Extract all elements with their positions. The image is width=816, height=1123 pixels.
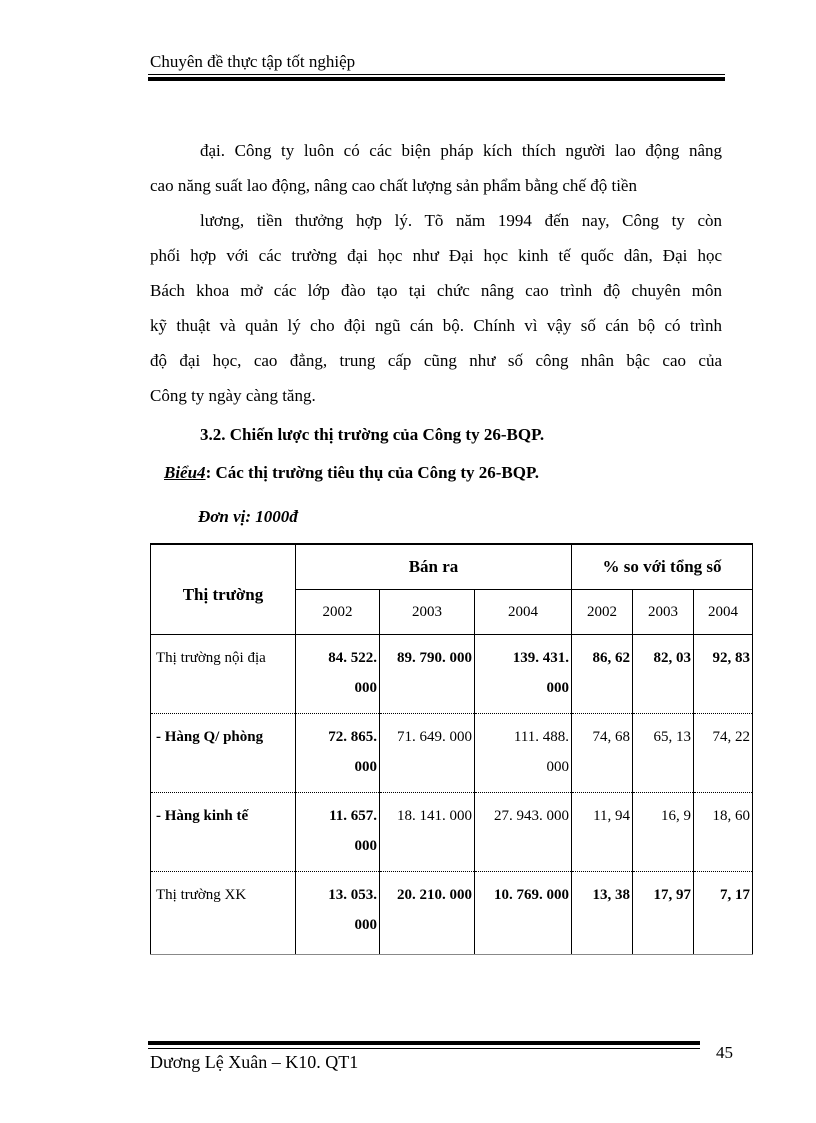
- footer-rule: [148, 1048, 700, 1049]
- paragraph-line: kỹ thuật và quản lý cho đội ngũ cán bộ. Chính vì vậy số cán bộ có trình: [150, 316, 722, 335]
- row-name: Thị trường nội địa: [151, 635, 296, 714]
- year-header: 2003: [633, 590, 694, 635]
- percent-cell: 74, 68: [572, 714, 633, 793]
- sales-cell: 27. 943. 000: [475, 793, 572, 872]
- percent-cell: 65, 13: [633, 714, 694, 793]
- table-row: [151, 793, 753, 872]
- sales-cell: 84. 522. 000: [296, 635, 380, 714]
- percent-cell: 13, 38: [572, 872, 633, 955]
- sales-cell: 89. 790. 000: [380, 635, 475, 714]
- percent-cell: 16, 9: [633, 793, 694, 872]
- sales-cell: 11. 657. 000: [296, 793, 380, 872]
- header-title: Chuyên đề thực tập tốt nghiệp: [150, 52, 356, 71]
- row-name: Thị trường XK: [151, 872, 296, 955]
- header-rule-thick: [148, 77, 725, 81]
- table-row: [151, 714, 753, 793]
- percent-cell: 7, 17: [694, 872, 753, 955]
- column-header-sales: Bán ra: [296, 544, 572, 590]
- year-header: 2002: [572, 590, 633, 635]
- sales-cell: 111. 488. 000: [475, 714, 572, 793]
- sales-cell: 10. 769. 000: [475, 872, 572, 955]
- year-header: 2002: [296, 590, 380, 635]
- header-rule: [148, 74, 725, 75]
- paragraph-1: [150, 133, 722, 203]
- year-header: 2003: [380, 590, 475, 635]
- paragraph-line: phối hợp với các trường đại học như Đại học kinh tế quốc dân, Đại học: [150, 246, 722, 265]
- column-header-percent: % so với tổng số: [572, 544, 753, 590]
- column-header-market: Thị trường: [151, 544, 296, 635]
- table-row: [151, 872, 753, 955]
- percent-cell: 74, 22: [694, 714, 753, 793]
- percent-cell: 92, 83: [694, 635, 753, 714]
- paragraph-line: đại. Công ty luôn có các biện pháp kích thích người lao động nâng: [200, 141, 722, 160]
- row-name: - Hàng kinh tế: [151, 793, 296, 872]
- percent-cell: 82, 03: [633, 635, 694, 714]
- paragraph-line: cao năng suất lao động, nâng cao chất lượng sản phẩm bằng chế độ tiền: [150, 176, 637, 195]
- market-table: [150, 543, 753, 955]
- percent-cell: 17, 97: [633, 872, 694, 955]
- table-caption-text: : Các thị trường tiêu thụ của Công ty 26-BQP.: [205, 463, 540, 482]
- paragraph-line: lương, tiền thưởng hợp lý. Tõ năm 1994 đến nay, Công ty còn: [200, 211, 722, 230]
- sales-cell: 18. 141. 000: [380, 793, 475, 872]
- table-caption-label: Biểu4: [164, 463, 206, 482]
- year-header: 2004: [475, 590, 572, 635]
- row-name: - Hàng Q/ phòng: [151, 714, 296, 793]
- footer-author: Dương Lệ Xuân – K10. QT1: [150, 1052, 359, 1072]
- paragraph-line: Bách khoa mở các lớp đào tạo tại chức nâng cao trình độ chuyên môn: [150, 281, 722, 300]
- page-number: 45: [716, 1043, 733, 1062]
- table-caption: [150, 463, 539, 483]
- percent-cell: 86, 62: [572, 635, 633, 714]
- sales-cell: 72. 865. 000: [296, 714, 380, 793]
- year-header: 2004: [694, 590, 753, 635]
- sales-cell: 71. 649. 000: [380, 714, 475, 793]
- paragraph-2: [150, 203, 722, 413]
- footer-rule-thick: [148, 1041, 700, 1045]
- percent-cell: 18, 60: [694, 793, 753, 872]
- table-row: [151, 635, 753, 714]
- paragraph-line: Công ty ngày càng tăng.: [150, 386, 316, 405]
- percent-cell: 11, 94: [572, 793, 633, 872]
- section-heading: 3.2. Chiến lược thị trường của Công ty 26-BQP.: [200, 425, 545, 444]
- sales-cell: 13. 053. 000: [296, 872, 380, 955]
- unit-label: Đơn vị: 1000đ: [198, 507, 298, 526]
- paragraph-line: độ đại học, cao đẳng, trung cấp cũng như số công nhân bậc cao của: [150, 351, 722, 370]
- sales-cell: 139. 431. 000: [475, 635, 572, 714]
- sales-cell: 20. 210. 000: [380, 872, 475, 955]
